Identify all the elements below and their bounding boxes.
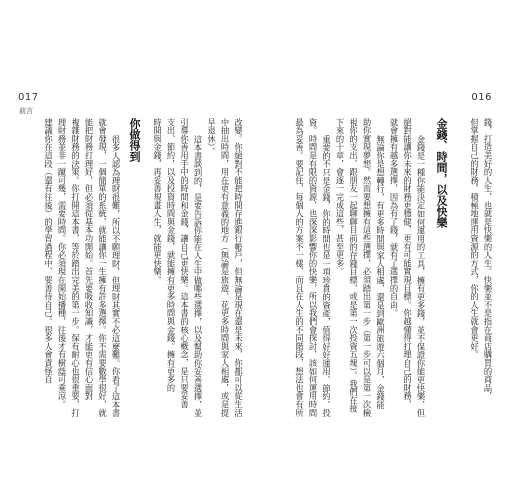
paragraph: [387, 118, 428, 418]
text-line: 能把財務打理好，但必須從基本功開始。首先要吸收知識，才能更有信心面對: [84, 118, 94, 401]
text-line: 絕對能讓你未來的財務更穩健，更有可能實現目標。你越懂得打理自己的財務，: [402, 118, 413, 409]
text-line: 視你的支出、跟朋友一起聊聊目前的存錢目標，或是第一次投資五塊）。我們在接: [348, 118, 359, 413]
text-line: 早退休）。: [206, 118, 217, 156]
text-line: 引導你善用手中的時間和金錢，讓自己更快樂。這本書的核心概念，是只要妥善: [179, 118, 190, 409]
right-page: [260, 0, 520, 500]
text-line: 助你實現夢想。然而要想擁有這些選擇，必須踏出第一步（第一步可以是第一次檢: [362, 118, 372, 417]
body-text: [35, 118, 245, 418]
paragraph: [292, 118, 333, 418]
body-text: [279, 118, 494, 418]
text-line: 理財務並非一蹴可幾，需要時間。你必須現在開始播種，往後才有樹蔭可乘涼。: [57, 118, 67, 409]
paragraph: [150, 118, 204, 418]
text-line: 中抽出時間，用在更有意義的地方（無論是旅遊、花更多時間與家人相處，或是提: [220, 118, 230, 417]
running-head: 前言: [19, 107, 33, 115]
paragraph: [333, 118, 387, 418]
paragraph: [467, 118, 494, 418]
text-line: 就會擁有越多選擇，因為有了錢，就有了選擇的自由。: [389, 118, 399, 318]
text-line: 就會發現，一個簡單的系統，就能讓你一生擁有許多選擇。你不需要數學很好，就: [97, 118, 108, 417]
text-line: 支出、節約，以及投資時間與金錢，就能擁有更多時間與金錢。擁有更多的: [166, 118, 176, 392]
text-line: 重要的不只是金錢，你的時間也是一項珍貴的資產，值得好好運用、節約、投: [321, 134, 332, 417]
text-line: 但掌握自己的財務，積極地運用資源的方式，你的人生就會更好。: [469, 118, 480, 359]
section-heading: 你做得到: [128, 118, 141, 162]
text-line: 這本書談到的，是要告訴你能在人生中做哪些選擇，以及幫助你妥善選擇，並: [193, 134, 203, 417]
text-line: 很多人認為理財很難，所以不願理財，但理財其實不必這麼難。你看了這本書: [111, 134, 121, 417]
page-number: 016: [471, 92, 492, 103]
text-line: 改變。你絕對不能把時間存進銀行帳戶，但無論是現在還是未來，你都可以從生活: [233, 118, 244, 417]
text-line: 錢，打造美好的人生，也就是快樂的人生。快樂並不是指在商店購買的商品，: [483, 118, 493, 401]
text-line: 下來的十章，會逐一完成這些，甚至更多。: [335, 118, 345, 276]
paragraph: [204, 118, 245, 418]
text-line: 時間與金錢，再妥善規畫人生，就能更快樂。: [152, 118, 163, 284]
section-heading: 金錢、時間，以及快樂: [435, 118, 448, 228]
text-line: 無論你是想轉行，有更多時間與家人相處，還是到歐洲旅遊六個月，金錢能: [375, 134, 386, 409]
text-line: 最為妥善。要記住，每個人的方案不一樣，而且在人生的不同階段，想法也會有所: [294, 118, 305, 417]
text-line: 複雜財務的決策。你打開這本書，等於踏出完美的第一步。保有耐心也很重要，打: [70, 118, 81, 417]
page-number: 017: [18, 92, 39, 103]
text-line: 金錢是一種你能決定如何運用的工具，擁有更多錢，並不保證你能更快樂，但: [416, 134, 426, 417]
paragraph: [41, 118, 122, 418]
text-line: 資。時間是有限的資源，也深深影響你的快樂，所以我們會探討，該如何運用時間: [308, 118, 318, 417]
text-line: 建議你在這段（還有往後）的學習過程中，要善待自己。很多人會責怪自: [43, 118, 54, 384]
